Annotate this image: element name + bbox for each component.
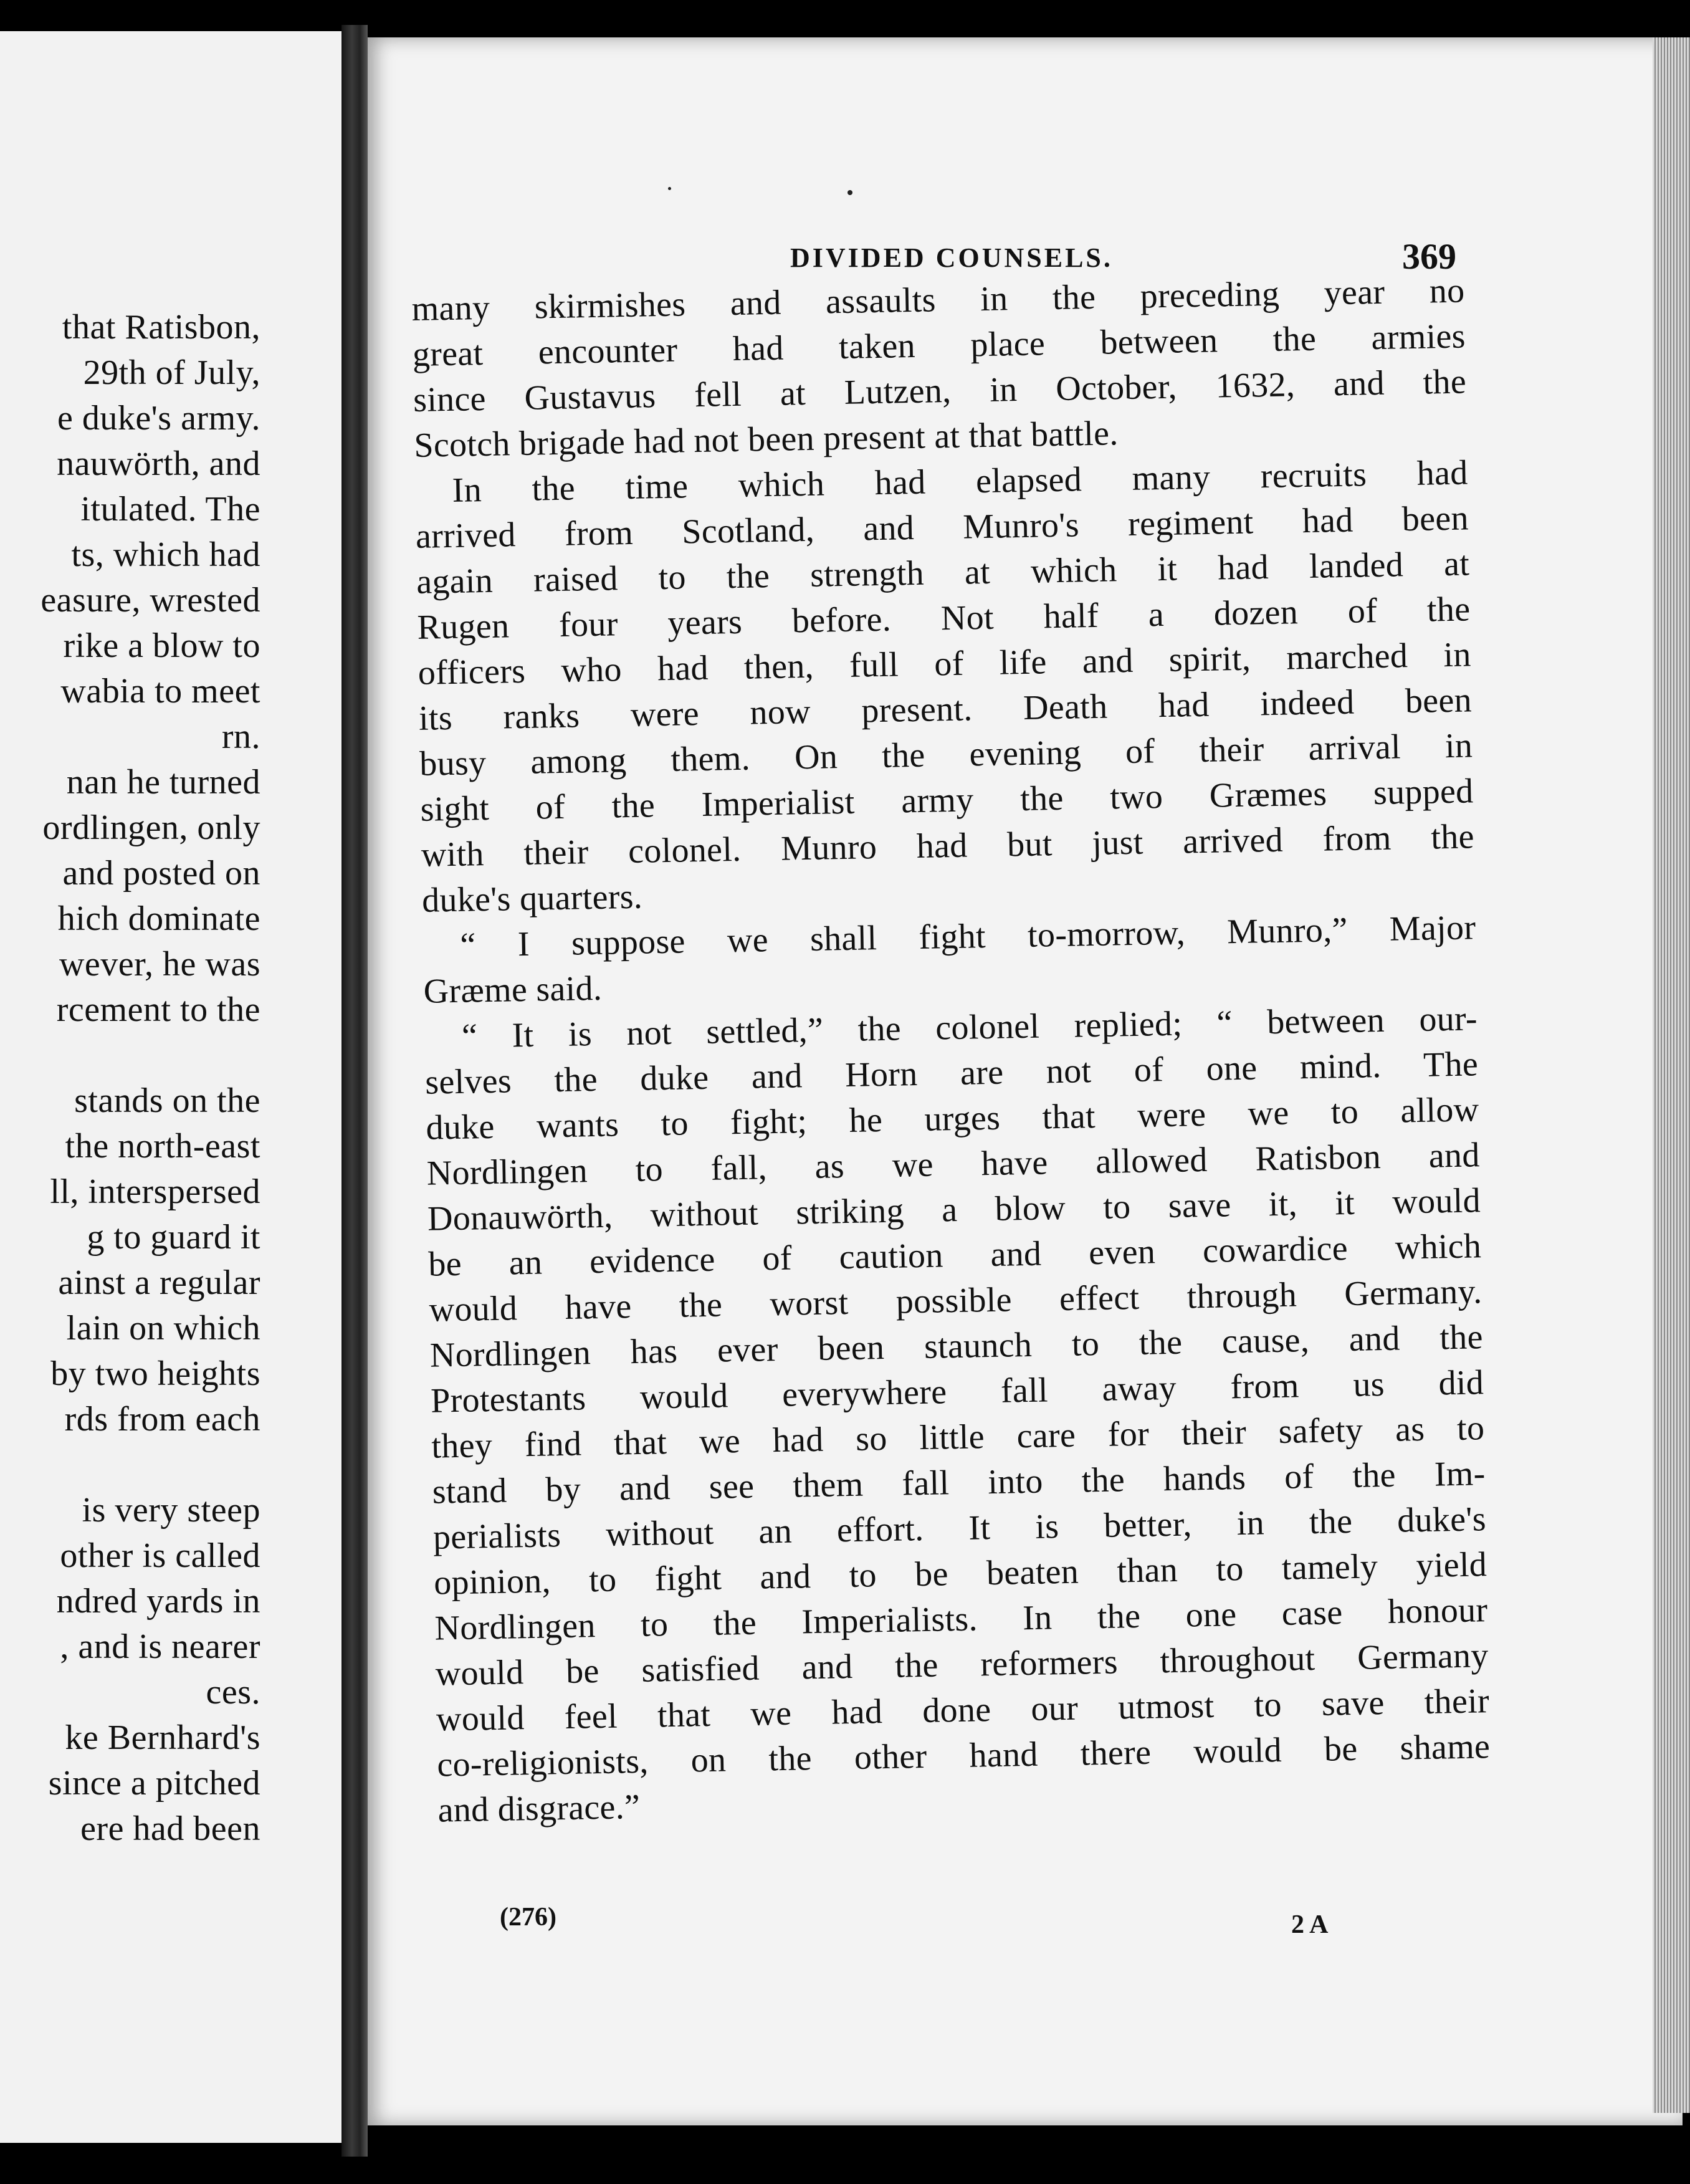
left-page-line: and posted on [62, 854, 260, 893]
signature-mark: (276) [500, 1903, 556, 1932]
text-line: Protestants would everywhere fall away from us did [430, 1363, 1484, 1420]
book-gutter [341, 25, 368, 2157]
text-line: perialists without an effort. It is better, in the duke's [432, 1500, 1487, 1557]
left-page-line: other is called [60, 1536, 260, 1575]
page-edges [1653, 37, 1690, 2113]
left-page-line: lain on which [66, 1309, 260, 1348]
text-line: “ I suppose we shall fight to-morrow, Munro,” Major [459, 908, 1476, 965]
left-page-line: wever, he was [59, 945, 260, 984]
left-page-line: 29th of July, [83, 353, 260, 392]
left-page [0, 31, 345, 2143]
text-line: Nordlingen to the Imperialists. In the one case honour [434, 1591, 1488, 1648]
left-page-line: ll, interspersed [50, 1172, 260, 1211]
text-line: again raised to the strength at which it had landed at [416, 544, 1470, 601]
left-page-line: that Ratisbon, [62, 308, 260, 347]
text-line: with their colonel. Munro had but just arrived from the [421, 817, 1475, 874]
text-line: In the time which had elapsed many recruits had [452, 453, 1469, 510]
left-page-line: easure, wrested [41, 581, 260, 620]
left-page-line: since a pitched [48, 1764, 260, 1803]
text-line: be an evidence of caution and even cowardice which [427, 1227, 1482, 1284]
left-page-line: ordlingen, only [42, 808, 260, 847]
text-line: Donauwörth, without striking a blow to save it, it would [427, 1181, 1481, 1238]
left-page-line: the north-east [65, 1127, 260, 1166]
text-line: great encounter had taken place between the armies [412, 317, 1466, 374]
text-line: arrived from Scotland, and Munro's regiment had been [415, 499, 1469, 556]
left-page-line: rike a blow to [63, 626, 260, 665]
text-line: would have the worst possible effect through Germany. [429, 1272, 1482, 1329]
text-line: duke's quarters. [421, 877, 643, 920]
text-line: Nordlingen to fall, as we have allowed Ratisbon and [426, 1136, 1481, 1193]
text-line: Scotch brigade had not been present at that battle. [413, 414, 1119, 465]
left-page-line: e duke's army. [57, 399, 260, 438]
text-line: Nordlingen has ever been staunch to the cause, and the [429, 1318, 1484, 1375]
running-head: DIVIDED COUNSELS. [790, 242, 1113, 273]
text-line: they find that we had so little care for their safety as to [431, 1409, 1485, 1466]
page-number: 369 [1402, 236, 1456, 277]
body-text [411, 269, 1491, 1834]
text-line: “ It is not settled,” the colonel replied; “ between our- [461, 999, 1478, 1056]
left-page-line: wabia to meet [60, 672, 260, 711]
text-line: stand by and see them fall into the hands of the Im- [432, 1454, 1486, 1511]
text-line: duke wants to fight; he urges that were we to allow [426, 1090, 1479, 1147]
dust-speck [668, 187, 671, 190]
text-line: and disgrace.” [437, 1787, 641, 1830]
dust-speck [847, 190, 852, 195]
left-page-line: rcement to the [56, 990, 260, 1029]
left-page-line: , and is nearer [60, 1627, 260, 1666]
text-line: sight of the Imperialist army the two Græmes supped [420, 772, 1474, 829]
left-page-line: rds from each [64, 1400, 260, 1439]
text-line: would feel that we had done our utmost to save their [436, 1682, 1490, 1739]
left-page-line: ces. [206, 1673, 260, 1712]
left-page-line: itulated. The [80, 490, 260, 529]
text-line: Rugen four years before. Not half a dozen of the [417, 590, 1471, 647]
text-line: officers who had then, full of life and spirit, marched in [418, 635, 1472, 692]
text-line: selves the duke and Horn are not of one mind. The [424, 1045, 1479, 1102]
left-page-line: by two heights [50, 1354, 260, 1393]
text-line: its ranks were now present. Death had indeed been [418, 681, 1473, 738]
text-line: Græme said. [423, 969, 603, 1011]
left-page-line: ndred yards in [56, 1582, 260, 1621]
left-page-line: g to guard it [87, 1218, 260, 1257]
text-line: since Gustavus fell at Lutzen, in October, 1632, and the [413, 362, 1467, 419]
text-line: busy among them. On the evening of their arrival in [419, 726, 1473, 783]
left-page-line: stands on the [74, 1081, 260, 1120]
left-page-line: ere had been [80, 1809, 260, 1848]
text-line: opinion, to fight and to be beaten than to tamely yield [433, 1545, 1487, 1602]
sheet-mark: 2 A [1291, 1910, 1329, 1939]
left-page-line: rn. [221, 717, 260, 756]
left-page-line: nauwörth, and [57, 444, 260, 483]
text-line: co-religionists, on the other hand there would be shame [436, 1727, 1491, 1784]
left-page-line: ts, which had [71, 535, 260, 574]
left-page-line: nan he turned [66, 763, 260, 802]
text-line: many skirmishes and assaults in the preceding year no [411, 271, 1465, 328]
left-page-line: is very steep [82, 1491, 260, 1530]
left-page-line: ainst a regular [58, 1263, 260, 1302]
text-line: would be satisfied and the reformers throughout Germany [435, 1636, 1489, 1693]
left-page-line: hich dominate [57, 899, 260, 938]
left-page-line: ke Bernhard's [65, 1718, 260, 1757]
